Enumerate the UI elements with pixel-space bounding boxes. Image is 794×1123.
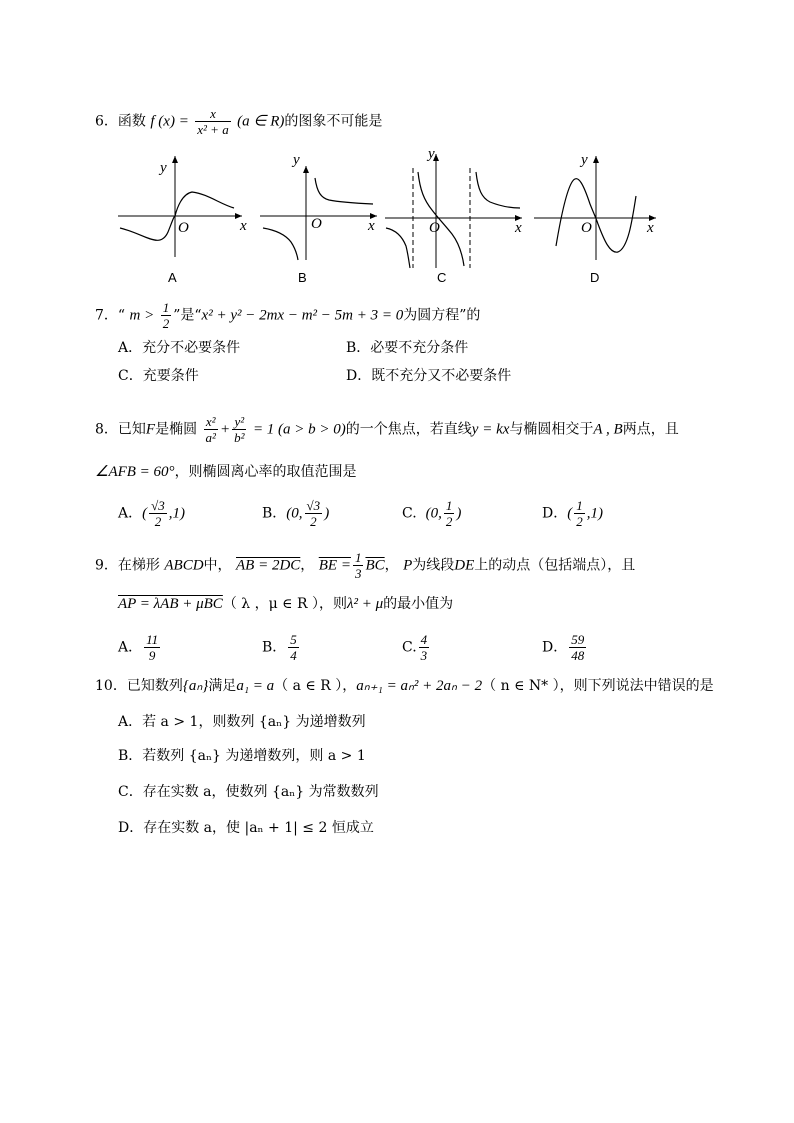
option-d: D． $\frac{59}{48}$ <box>542 632 585 663</box>
graph-a <box>100 142 250 262</box>
question-8-line-2 <box>95 462 357 482</box>
option-a: A．( $\frac{√3}{2}$ ,1) <box>118 498 186 529</box>
circle-equation: x² + y² − 2mx − m² − 5m + 3 = 0 <box>201 307 404 324</box>
line-equation: y = kx <box>471 421 510 438</box>
point-labels: A , B <box>593 421 623 438</box>
focus-label: F <box>145 421 156 438</box>
angle-condition: ∠AFB = 60° <box>95 464 175 480</box>
question-9-line-2 <box>118 594 453 614</box>
graph-d <box>532 142 662 262</box>
origin-label: O <box>311 216 322 232</box>
graph-label-a: A <box>168 270 177 285</box>
condition: （ a ∈ R ） <box>274 678 343 694</box>
question-text: 是椭圆 <box>155 421 198 438</box>
x-axis-label: x <box>368 218 375 234</box>
question-text: 的一个焦点，若直线 <box>345 421 472 438</box>
option-d: D．( $\frac{1}{2}$ ,1) <box>542 498 603 529</box>
question-number: 9． <box>95 557 118 574</box>
option-b: B．若数列 {aₙ} 为递增数列，则 a > 1 <box>118 748 366 764</box>
option-a: A．若 a > 1，则数列 {aₙ} 为递增数列 <box>118 714 366 730</box>
punctuation: ， <box>300 557 315 574</box>
question-text: 已知 <box>117 421 146 438</box>
sequence: {aₙ} <box>182 678 209 694</box>
question-text: 为线段 <box>412 557 455 574</box>
question-text: 的图象不可能是 <box>284 113 383 130</box>
expression: λ² + μ <box>346 596 384 612</box>
option-c: C．存在实数 a，使数列 {aₙ} 为常数数列 <box>118 784 379 800</box>
question-text: 上的动点（包括端点），且 <box>474 557 636 574</box>
recurrence: aₙ₊₁ = aₙ² + 2aₙ − 2 <box>356 678 483 694</box>
question-text: ，则 <box>318 596 347 612</box>
option-c: C. (0, $\frac{1}{2}$ ) <box>402 498 462 529</box>
graph-label-b: B <box>298 270 307 285</box>
y-axis-label: y <box>581 152 588 168</box>
punctuation: ， <box>342 678 357 694</box>
question-text: 满足 <box>208 678 237 694</box>
condition: （ n ∈ N* ） <box>482 678 560 694</box>
question-text: 函数 <box>117 113 146 130</box>
option-d: D．存在实数 a，使 |aₙ + 1| ≤ 2 恒成立 <box>118 820 374 836</box>
fraction: $\frac{1}{3}$ <box>354 550 362 581</box>
y-axis-label: y <box>160 160 167 176</box>
condition: （ λ ，μ ∈ R ） <box>222 596 319 612</box>
option-a: A． $\frac{11}{9}$ <box>118 632 159 663</box>
y-axis-label: y <box>293 152 300 168</box>
question-number: 7． <box>95 307 118 324</box>
fraction: $\frac{\text{y²}}{\text{b²}}$ <box>234 414 245 445</box>
trapezoid-label: ABCD <box>164 557 204 574</box>
graph-b <box>255 142 385 262</box>
option-b: B．必要不充分条件 <box>346 340 469 356</box>
fraction: $\frac{1}{2}$ <box>162 300 170 331</box>
option-c: C．充要条件 <box>118 368 199 384</box>
question-number: 6． <box>95 113 118 130</box>
option-d: D．既不充分又不必要条件 <box>346 368 512 384</box>
y-axis-label: y <box>428 146 435 162</box>
question-text: 在梯形 <box>117 557 160 574</box>
option-c: C. $\frac{4}{3}$ <box>402 632 428 663</box>
question-text: 两点，且 <box>622 421 679 438</box>
question-7 <box>95 300 480 331</box>
origin-label: O <box>429 220 440 236</box>
option-a: A．充分不必要条件 <box>118 340 241 356</box>
fraction: $\frac{x}{\text{x² + a}}$ <box>197 106 229 137</box>
point-label: P <box>403 557 413 574</box>
question-text: 已知数列 <box>126 678 183 694</box>
question-6 <box>95 106 382 137</box>
x-axis-label: x <box>515 220 522 236</box>
ellipse-equation: = 1 (a > b > 0) <box>252 421 346 438</box>
quote-mark: “ <box>117 307 126 324</box>
vector-equation: AP = λAB + μBC <box>118 596 223 612</box>
question-number: 10． <box>95 678 127 694</box>
question-text: ，则下列说法中错误的是 <box>559 678 714 694</box>
punctuation: ， <box>384 557 399 574</box>
fraction: $\frac{\text{x²}}{\text{a²}}$ <box>205 414 216 445</box>
vector-equation: AB = 2DC <box>236 557 301 574</box>
question-8 <box>95 414 679 445</box>
question-text: 为圆方程”的 <box>403 307 481 324</box>
graph-label-c: C <box>437 270 447 285</box>
x-axis-label: x <box>647 220 654 236</box>
graph-label-d: D <box>590 270 600 285</box>
question-text: ，则椭圆离心率的取值范围是 <box>174 464 357 480</box>
option-b: B．(0, $\frac{√3}{2}$ ) <box>262 498 330 529</box>
question-9 <box>95 550 635 581</box>
condition: (a ∈ R) <box>237 113 285 130</box>
initial-term: a₁ = a <box>236 678 275 694</box>
vector: $\overline{BC}$ <box>365 557 385 574</box>
vector-equation: BE = <box>318 557 351 574</box>
question-text: 中， <box>203 557 232 574</box>
segment-label: DE <box>454 557 475 574</box>
question-text: 与椭圆相交于 <box>509 421 594 438</box>
option-b: B． $\frac{5}{4}$ <box>262 632 297 663</box>
question-10 <box>95 676 714 696</box>
plus-sign: + <box>219 421 231 438</box>
origin-label: O <box>178 220 189 236</box>
question-number: 8． <box>95 421 118 438</box>
x-axis-label: x <box>240 218 247 234</box>
graph-c <box>380 142 530 272</box>
function-expr: f (x) = <box>150 113 189 130</box>
question-text: ”是“ <box>173 307 202 324</box>
question-text: 的最小值为 <box>383 596 454 612</box>
origin-label: O <box>581 220 592 236</box>
condition: m > <box>129 307 155 324</box>
